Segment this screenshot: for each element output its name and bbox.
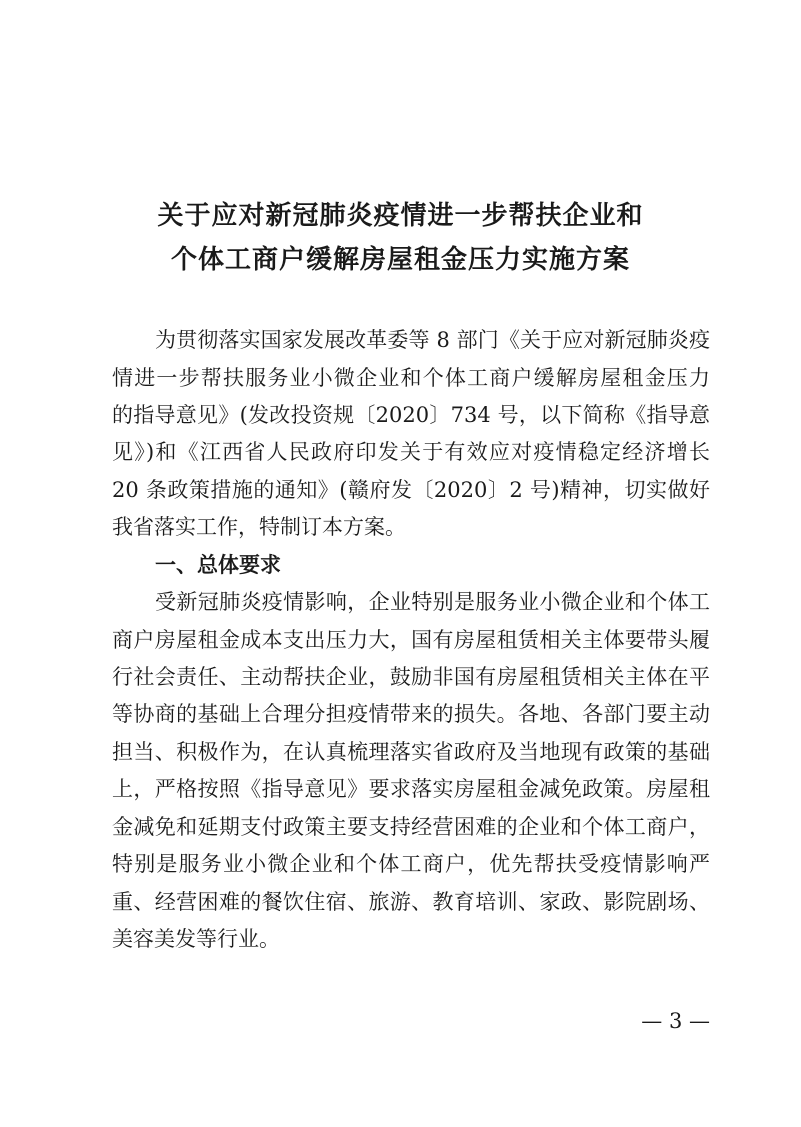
intro-line-3: 的指导意见》(发改投资规〔2020〕734 号，以下简称《指导意 (112, 403, 710, 427)
body-line-3: 行社会责任、主动帮扶企业，鼓励非国有房屋租赁相关主体在平 (112, 665, 710, 689)
body-line-4: 等协商的基础上合理分担疫情带来的损失。各地、各部门要主动 (112, 702, 710, 726)
intro-line-5: 20 条政策措施的通知》(赣府发〔2020〕2 号)精神，切实做好 (112, 478, 710, 502)
document-title-line-1: 关于应对新冠肺炎疫情进一步帮扶企业和 (157, 201, 644, 231)
body-line-1: 受新冠肺炎疫情影响，企业特别是服务业小微企业和个体工 (155, 590, 710, 614)
body-line-2: 商户房屋租金成本支出压力大，国有房屋租赁相关主体要带头履 (112, 628, 710, 652)
body-line-7: 金减免和延期支付政策主要支持经营困难的企业和个体工商户， (112, 815, 710, 839)
body-line-6: 上，严格按照《指导意见》要求落实房屋租金减免政策。房屋租 (112, 777, 710, 801)
body-line-5: 担当、积极作为，在认真梳理落实省政府及当地现有政策的基础 (112, 740, 710, 764)
intro-line-6: 我省落实工作，特制订本方案。 (112, 515, 406, 539)
page-number: — 3 — (641, 1009, 710, 1033)
document-title-line-2: 个体工商户缓解房屋租金压力实施方案 (170, 245, 630, 275)
section-heading: 一、总体要求 (155, 553, 281, 577)
body-line-9: 重、经营困难的餐饮住宿、旅游、教育培训、家政、影院剧场、 (112, 890, 710, 914)
intro-line-4: 见》)和《江西省人民政府印发关于有效应对疫情稳定经济增长 (112, 440, 710, 464)
intro-line-1: 为贯彻落实国家发展改革委等 8 部门《关于应对新冠肺炎疫 (155, 328, 710, 352)
body-line-8: 特别是服务业小微企业和个体工商户，优先帮扶受疫情影响严 (112, 852, 710, 876)
intro-line-2: 情进一步帮扶服务业小微企业和个体工商户缓解房屋租金压力 (112, 366, 710, 390)
body-line-10: 美容美发等行业。 (112, 927, 280, 951)
